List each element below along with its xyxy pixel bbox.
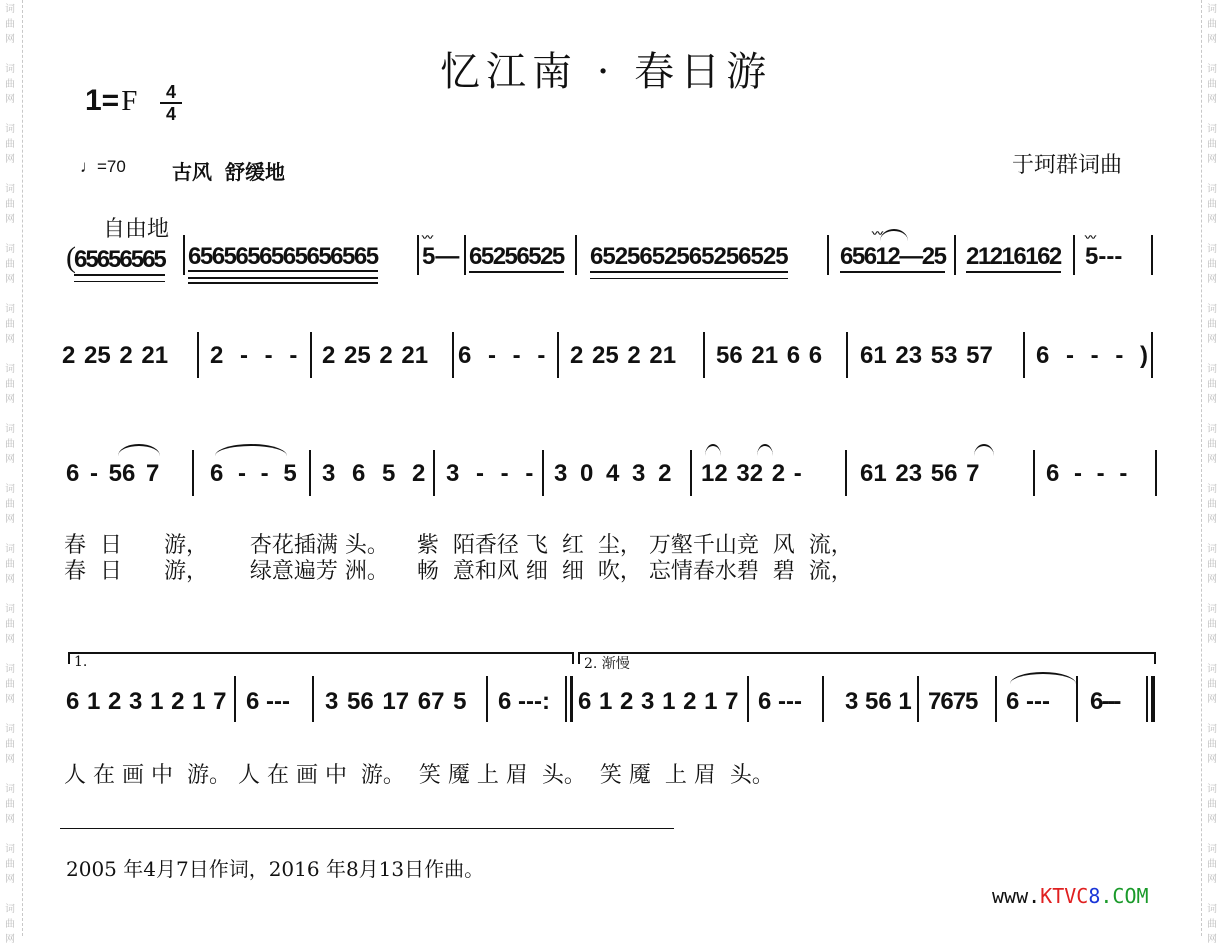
measure: 6 --- xyxy=(246,688,290,715)
slur xyxy=(705,444,721,456)
final-barline-thick xyxy=(1151,676,1155,722)
measure: 7675 xyxy=(928,688,978,715)
lyrics-verse-2: 春 日 游， 绿意遍芳 洲。 畅 意和风 细 细 吹， 忘情春水碧 碧 流， xyxy=(64,559,853,584)
page-title: 忆江南 · 春日游 xyxy=(440,49,773,95)
measure xyxy=(966,243,1061,271)
barline xyxy=(954,235,956,275)
measure: 3 0 4 3 2 xyxy=(554,460,672,487)
key-letter: F xyxy=(121,85,138,117)
watermark-text: 词 曲 网 xyxy=(1207,364,1217,405)
system-verse xyxy=(60,450,1157,500)
time-signature xyxy=(160,82,182,124)
repeat-barline-thick xyxy=(570,676,573,722)
measure: (65656565 xyxy=(66,241,165,274)
measure: 61 23 53 57 xyxy=(860,342,993,369)
measure: 2 - - - xyxy=(210,342,298,369)
barline xyxy=(995,676,997,722)
barline xyxy=(822,676,824,722)
repeat-barline xyxy=(565,676,567,722)
barline xyxy=(234,676,236,722)
measure: 5--- xyxy=(1085,243,1123,270)
watermark-text: 词 曲 网 xyxy=(5,304,15,345)
volta-label-2: 2. 渐慢 xyxy=(584,656,630,672)
watermark-text: 词 曲 网 xyxy=(5,604,15,645)
measure: 3 6 5 2 xyxy=(322,460,426,487)
barline xyxy=(917,676,919,722)
barline xyxy=(1151,235,1153,275)
site-part: KTVC xyxy=(1040,884,1089,908)
barline xyxy=(309,450,311,496)
trill-icon: 〰 xyxy=(1085,232,1096,244)
barline xyxy=(452,332,454,378)
watermark-text: 词 曲 网 xyxy=(1207,784,1217,825)
watermark-text: 词 曲 网 xyxy=(5,4,15,45)
watermark-text: 词 曲 网 xyxy=(1207,244,1217,285)
watermark-text: 词 曲 网 xyxy=(1207,4,1217,45)
barline xyxy=(433,450,435,496)
site-part: 8 xyxy=(1088,884,1101,908)
lyrics-ending: 人 在 画 中 游。 人 在 画 中 游。 笑 魇 上 眉 头。 笑 魇 上 眉 头。 xyxy=(64,763,774,788)
watermark-text: 词 曲 网 xyxy=(5,184,15,225)
watermark-text: 词 曲 网 xyxy=(1207,724,1217,765)
trill-icon: 〰 xyxy=(422,232,433,244)
slur xyxy=(880,229,908,241)
time-numerator: 4 xyxy=(160,82,182,104)
tempo-marking: ♩=70 xyxy=(80,157,126,176)
watermark-text: 词 曲 网 xyxy=(1207,604,1217,645)
measure: 6 - - - xyxy=(458,342,546,369)
watermark-text: 词 曲 网 xyxy=(5,424,15,465)
measure-notes: 6565656565656565 xyxy=(188,243,378,270)
watermark-text: 词 曲 网 xyxy=(5,364,15,405)
measure xyxy=(840,243,945,271)
watermark-text: 词 曲 网 xyxy=(5,124,15,165)
style-marking: 古风 舒缓地 xyxy=(172,160,285,184)
barline xyxy=(417,235,419,275)
composer-credit: 于珂群词曲 xyxy=(1012,153,1123,178)
measure-notes: 65256525 xyxy=(469,243,564,273)
barline xyxy=(310,332,312,378)
watermark-text: 词 曲 网 xyxy=(5,664,15,705)
key-signature xyxy=(85,84,137,118)
barline xyxy=(827,235,829,275)
measure xyxy=(188,243,378,271)
barline xyxy=(192,450,194,496)
system-intro-2 xyxy=(60,332,1157,382)
lyrics-verse-1: 春 日 游， 杏花插满 头。 紫 陌香径 飞 红 尘， 万壑千山竞 风 流， xyxy=(64,533,853,558)
measure: 3 56 1 xyxy=(845,688,912,715)
system-ending xyxy=(60,676,1157,726)
barline xyxy=(1076,676,1078,722)
volta-bracket-2 xyxy=(578,652,1156,664)
measure-notes: 21216162 xyxy=(966,243,1061,273)
measure: 2 25 2 21 xyxy=(62,342,169,369)
measure: 56 21 6 6 xyxy=(716,342,823,369)
barline xyxy=(747,676,749,722)
volta-bracket-1 xyxy=(68,652,574,664)
watermark-text: 词 曲 网 xyxy=(1207,184,1217,225)
measure: 5— xyxy=(422,243,460,270)
measure: 6 1 2 3 1 2 1 7 xyxy=(578,688,739,715)
measure xyxy=(590,243,788,271)
slur xyxy=(757,444,773,456)
watermark-right xyxy=(1201,0,1223,945)
watermark-text: 词 曲 网 xyxy=(5,484,15,525)
key-one-equals: 1= xyxy=(85,84,120,117)
measure: 6--- xyxy=(1090,688,1120,715)
barline xyxy=(1151,332,1153,378)
measure: 12 32 2 - xyxy=(701,460,802,487)
watermark-text: 词 曲 网 xyxy=(5,844,15,885)
measure: 3 - - - xyxy=(446,460,534,487)
trill-icon: 〰 xyxy=(872,228,883,240)
barline xyxy=(1073,235,1075,275)
watermark-text: 词 曲 网 xyxy=(5,544,15,585)
barline xyxy=(486,676,488,722)
barline xyxy=(845,450,847,496)
barline xyxy=(183,235,185,275)
measure-notes: 65612—25 xyxy=(840,243,945,273)
barline xyxy=(542,450,544,496)
barline xyxy=(1155,450,1157,496)
measure: 6 ---: xyxy=(498,688,550,715)
measure xyxy=(469,243,564,271)
measure: 6 --- xyxy=(1006,688,1050,715)
measure: 6 - 56 7 xyxy=(66,460,160,487)
volta-label-1: 1. xyxy=(74,654,88,670)
measure: 6 - - 5 xyxy=(210,460,297,487)
watermark-text: 词 曲 网 xyxy=(5,904,15,945)
final-barline xyxy=(1146,676,1148,722)
barline xyxy=(690,450,692,496)
watermark-text: 词 曲 网 xyxy=(1207,664,1217,705)
barline xyxy=(575,235,577,275)
watermark-text: 词 曲 网 xyxy=(1207,304,1217,345)
watermark-text: 词 曲 网 xyxy=(5,244,15,285)
barline xyxy=(1023,332,1025,378)
site-part: .COM xyxy=(1100,884,1149,908)
barline xyxy=(197,332,199,378)
watermark-text: 词 曲 网 xyxy=(5,724,15,765)
watermark-text: 词 曲 网 xyxy=(1207,64,1217,105)
date-note: 2005 年4月7日作词，2016 年8月13日作曲。 xyxy=(66,857,485,881)
site-part: www. xyxy=(992,884,1041,908)
measure: 3 56 17 67 5 xyxy=(325,688,467,715)
site-logo[interactable] xyxy=(992,884,1149,908)
free-tempo-marking: 自由地 xyxy=(103,217,170,242)
barline xyxy=(846,332,848,378)
watermark-text: 词 曲 网 xyxy=(5,64,15,105)
measure: 6 - - - xyxy=(1046,460,1128,487)
time-denominator: 4 xyxy=(165,104,176,124)
measure: 6 --- xyxy=(758,688,802,715)
watermark-text: 词 曲 网 xyxy=(1207,904,1217,945)
watermark-text: 词 曲 网 xyxy=(1207,484,1217,525)
slur xyxy=(215,444,287,456)
watermark-text: 词 曲 网 xyxy=(1207,544,1217,585)
measure: 2 25 2 21 xyxy=(570,342,677,369)
barline xyxy=(1033,450,1035,496)
measure: 61 23 56 7 xyxy=(860,460,980,487)
slur xyxy=(974,444,994,456)
measure: 6 1 2 3 1 2 1 7 xyxy=(66,688,227,715)
watermark-text: 词 曲 网 xyxy=(1207,424,1217,465)
watermark-text: 词 曲 网 xyxy=(1207,124,1217,165)
measure: 6 - - - ) xyxy=(1036,342,1148,369)
barline xyxy=(703,332,705,378)
watermark-text: 词 曲 网 xyxy=(1207,844,1217,885)
slur xyxy=(1010,672,1076,684)
watermark-left xyxy=(0,0,23,945)
barline xyxy=(557,332,559,378)
barline xyxy=(312,676,314,722)
measure-notes: 65656565 xyxy=(74,246,165,276)
footer-divider xyxy=(60,828,674,829)
measure-notes: 6525652565256525 xyxy=(590,243,788,273)
measure: 2 25 2 21 xyxy=(322,342,429,369)
watermark-text: 词 曲 网 xyxy=(5,784,15,825)
slur xyxy=(118,444,160,456)
barline xyxy=(464,235,466,275)
